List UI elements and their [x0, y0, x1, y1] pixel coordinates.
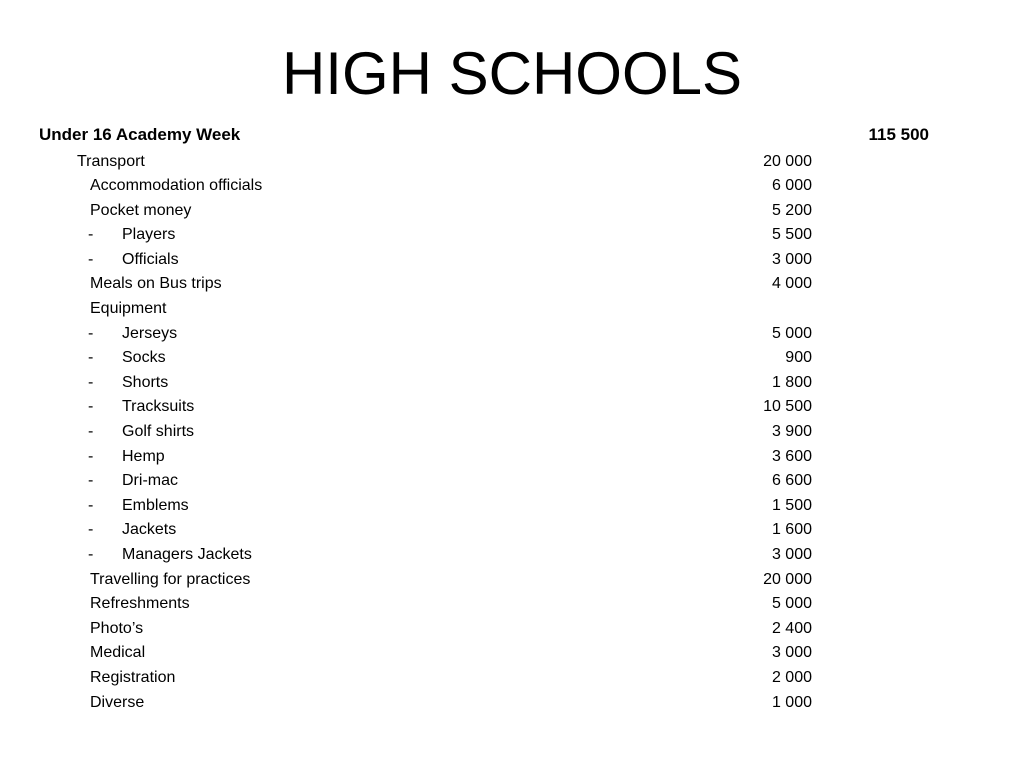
budget-item-amount: 2 000	[771, 668, 812, 686]
budget-item-label: Officials	[122, 250, 179, 268]
budget-item-amount: 1 600	[771, 521, 812, 539]
dash-bullet: -	[88, 447, 94, 465]
budget-item-label: Medical	[90, 644, 146, 662]
budget-item-row	[0, 272, 1024, 297]
budget-item-amount: 4 000	[771, 275, 812, 293]
budget-item-label: Shorts	[122, 373, 169, 391]
budget-item-row	[0, 445, 1024, 470]
budget-item-row	[0, 691, 1024, 716]
budget-item-label: Diverse	[90, 693, 145, 711]
budget-item-amount: 20 000	[763, 570, 812, 588]
dash-bullet: -	[88, 250, 94, 268]
budget-item-row	[0, 543, 1024, 568]
dash-bullet: -	[88, 226, 94, 244]
budget-item-amount: 1 000	[771, 693, 812, 711]
budget-item-label: Accommodation officials	[90, 177, 263, 195]
budget-item-label: Equipment	[90, 300, 167, 318]
budget-item-label: Refreshments	[90, 595, 190, 613]
budget-item-row	[0, 494, 1024, 519]
budget-item-row	[0, 297, 1024, 322]
budget-item-label: Transport	[77, 152, 145, 170]
budget-item-row	[0, 199, 1024, 224]
dash-bullet: -	[88, 496, 94, 514]
budget-item-label: Pocket money	[90, 201, 192, 219]
budget-item-amount: 1 500	[771, 496, 812, 514]
section-total: 115 500	[868, 125, 929, 144]
dash-bullet: -	[88, 423, 94, 441]
budget-item-amount: 6 000	[771, 177, 812, 195]
dash-bullet: -	[88, 324, 94, 342]
budget-item-label: Managers Jackets	[122, 546, 252, 563]
slide-title: HIGH SCHOOLS	[281, 40, 743, 107]
budget-item-label: Meals on Bus trips	[90, 275, 222, 293]
budget-item-row	[0, 469, 1024, 494]
budget-item-amount: 10 500	[763, 398, 812, 416]
budget-item-row	[0, 641, 1024, 666]
budget-item-label: Dri-mac	[122, 472, 178, 490]
budget-item-amount: 2 400	[771, 619, 812, 637]
dash-bullet: -	[88, 349, 94, 367]
budget-item-label: Jerseys	[122, 324, 178, 342]
budget-item-row	[0, 518, 1024, 543]
budget-item-label: Travelling for practices	[90, 570, 251, 588]
budget-item-row	[0, 395, 1024, 420]
budget-item-label: Golf shirts	[122, 423, 195, 441]
dash-bullet: -	[88, 472, 94, 490]
budget-item-amount: 20 000	[763, 152, 812, 170]
budget-item-row	[0, 666, 1024, 691]
budget-item-label: Jackets	[122, 521, 177, 539]
budget-item-amount: 3 600	[771, 447, 812, 465]
budget-item-label: Emblems	[122, 496, 189, 514]
budget-item-amount: 3 000	[771, 644, 812, 662]
budget-item-row	[0, 346, 1024, 371]
dash-bullet: -	[88, 398, 94, 416]
budget-item-amount: 3 900	[771, 423, 812, 441]
section-header	[39, 124, 929, 146]
budget-item-label: Registration	[90, 668, 176, 686]
budget-item-row	[0, 592, 1024, 617]
budget-item-amount: 5 000	[771, 324, 812, 342]
budget-item-row	[0, 223, 1024, 248]
budget-item-row	[0, 371, 1024, 396]
budget-item-amount: 6 600	[771, 472, 812, 490]
budget-item-amount: 5 000	[771, 595, 812, 613]
budget-item-row	[0, 150, 1024, 175]
budget-item-label: Photo’s	[90, 619, 144, 637]
budget-item-amount: 3 000	[771, 546, 812, 563]
dash-bullet: -	[88, 546, 94, 563]
budget-item-amount: 1 800	[771, 373, 812, 391]
budget-item-label: Tracksuits	[122, 398, 195, 416]
budget-item-amount: 900	[785, 349, 812, 367]
budget-item-row	[0, 420, 1024, 445]
budget-item-label: Hemp	[122, 447, 165, 465]
budget-item-row	[0, 617, 1024, 642]
budget-item-amount: 5 200	[771, 201, 812, 219]
budget-item-row	[0, 568, 1024, 593]
dash-bullet: -	[88, 521, 94, 539]
budget-item-row	[0, 248, 1024, 273]
budget-item-label: Socks	[122, 349, 166, 367]
budget-item-list	[0, 150, 1024, 716]
budget-item-amount: 5 500	[771, 226, 812, 244]
budget-item-row	[0, 174, 1024, 199]
budget-item-amount: 3 000	[771, 250, 812, 268]
dash-bullet: -	[88, 373, 94, 391]
budget-item-row	[0, 322, 1024, 347]
section-label: Under 16 Academy Week	[39, 125, 241, 144]
budget-item-label: Players	[122, 226, 176, 244]
